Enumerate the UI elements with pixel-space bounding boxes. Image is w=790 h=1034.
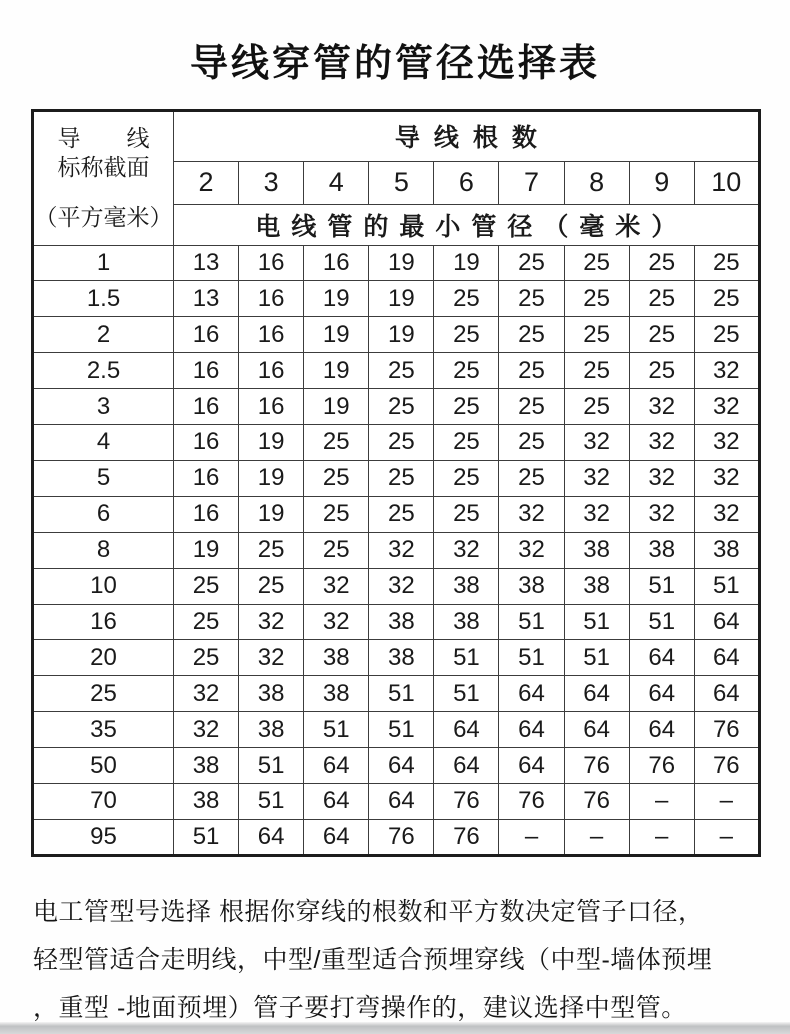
value-cell: 32 [629, 425, 694, 461]
value-cell: 32 [694, 425, 759, 461]
wire-count-header-cell: 5 [369, 161, 434, 204]
section-label-cell: 6 [33, 496, 174, 532]
value-cell: 19 [369, 281, 434, 317]
value-cell: 25 [304, 532, 369, 568]
conduit-diameter-table [31, 109, 761, 857]
value-cell: 51 [369, 712, 434, 748]
value-cell: 25 [434, 496, 499, 532]
section-label-cell: 2.5 [33, 353, 174, 389]
value-cell: 51 [629, 568, 694, 604]
value-cell: 25 [499, 460, 564, 496]
value-cell: 64 [564, 676, 629, 712]
value-cell: 76 [564, 783, 629, 819]
value-cell: 19 [174, 532, 239, 568]
wire-count-header-cell: 4 [304, 161, 369, 204]
section-label-cell: 95 [33, 819, 174, 855]
value-cell: 64 [369, 783, 434, 819]
value-cell: 76 [694, 748, 759, 784]
value-cell: 25 [369, 353, 434, 389]
value-cell: 51 [564, 604, 629, 640]
table-row [33, 460, 760, 496]
value-cell: 16 [174, 425, 239, 461]
value-cell: 64 [304, 748, 369, 784]
value-cell: 32 [174, 712, 239, 748]
value-cell: 64 [499, 676, 564, 712]
value-cell: 32 [629, 496, 694, 532]
value-cell: 25 [174, 640, 239, 676]
wire-count-header-cell: 6 [434, 161, 499, 204]
value-cell: 64 [239, 819, 304, 855]
value-cell: 16 [174, 496, 239, 532]
value-cell: 32 [564, 460, 629, 496]
value-cell: 38 [694, 532, 759, 568]
value-cell: 32 [694, 460, 759, 496]
value-cell: 19 [304, 389, 369, 425]
value-cell: 38 [174, 783, 239, 819]
table-row [33, 819, 760, 855]
value-cell: 16 [239, 353, 304, 389]
value-cell: 38 [304, 640, 369, 676]
value-cell: 38 [174, 748, 239, 784]
footer-note-line2: 轻型管适合走明线，中型/重型适合预埋穿线（中型-墙体预埋 [33, 945, 713, 974]
value-cell: 25 [694, 245, 759, 281]
corner-header-line1: 导 线 [57, 124, 150, 151]
value-cell: 64 [434, 748, 499, 784]
value-cell: 38 [499, 568, 564, 604]
value-cell: 32 [304, 604, 369, 640]
value-cell: 51 [239, 748, 304, 784]
table-row [33, 496, 760, 532]
corner-header-line3: （平方毫米） [34, 204, 173, 231]
value-cell: 51 [174, 819, 239, 855]
value-cell: 76 [629, 748, 694, 784]
value-cell: 25 [434, 460, 499, 496]
value-cell: 51 [499, 604, 564, 640]
value-cell: 16 [239, 245, 304, 281]
value-cell: 25 [369, 425, 434, 461]
value-cell: – [694, 819, 759, 855]
value-cell: 32 [694, 496, 759, 532]
value-cell: 51 [434, 676, 499, 712]
value-cell: 32 [434, 532, 499, 568]
value-cell: 25 [369, 389, 434, 425]
value-cell: 64 [499, 712, 564, 748]
corner-header-line2: 标称截面 [57, 153, 150, 180]
value-cell: 51 [239, 783, 304, 819]
wire-count-header-cell: 2 [174, 161, 239, 204]
value-cell: 64 [564, 712, 629, 748]
value-cell: 25 [629, 281, 694, 317]
value-cell: 32 [564, 425, 629, 461]
wire-count-header-cell: 9 [629, 161, 694, 204]
value-cell: 32 [694, 389, 759, 425]
value-cell: 38 [304, 676, 369, 712]
value-cell: – [629, 783, 694, 819]
value-cell: 13 [174, 245, 239, 281]
section-label-cell: 50 [33, 748, 174, 784]
value-cell: 32 [239, 604, 304, 640]
page-title: 导线穿管的管径选择表 [189, 43, 600, 85]
value-cell: 25 [564, 281, 629, 317]
value-cell: 19 [369, 317, 434, 353]
value-cell: 76 [694, 712, 759, 748]
value-cell: 51 [434, 640, 499, 676]
section-label-cell: 4 [33, 425, 174, 461]
table-row [33, 783, 760, 819]
value-cell: 25 [239, 532, 304, 568]
value-cell: 25 [564, 245, 629, 281]
value-cell: 16 [174, 353, 239, 389]
table-row [33, 245, 760, 281]
table-body [33, 245, 760, 855]
value-cell: 64 [304, 783, 369, 819]
section-label-cell: 70 [33, 783, 174, 819]
corner-header-cell [33, 110, 174, 245]
footer-note-line3: ，重型 -地面预埋）管子要打弯操作的，建议选择中型管。 [33, 993, 687, 1022]
section-label-cell: 35 [33, 712, 174, 748]
value-cell: 64 [694, 676, 759, 712]
wire-count-header-cell: 3 [239, 161, 304, 204]
value-cell: 64 [629, 712, 694, 748]
value-cell: 16 [174, 389, 239, 425]
value-cell: 38 [434, 568, 499, 604]
table-row [33, 389, 760, 425]
table-row [33, 353, 760, 389]
value-cell: 25 [629, 245, 694, 281]
footer-note-line1: 电工管型号选择 根据你穿线的根数和平方数决定管子口径， [33, 897, 704, 926]
value-cell: 64 [694, 604, 759, 640]
value-cell: 25 [499, 425, 564, 461]
footer-note [33, 888, 762, 1032]
value-cell: 25 [434, 281, 499, 317]
value-cell: 38 [369, 640, 434, 676]
section-label-cell: 16 [33, 604, 174, 640]
table-row [33, 676, 760, 712]
value-cell: 25 [369, 460, 434, 496]
value-cell: 25 [174, 604, 239, 640]
wire-count-header-cell: 8 [564, 161, 629, 204]
value-cell: – [564, 819, 629, 855]
min-diameter-header: 电线管的最小管径（毫米） [174, 204, 760, 245]
value-cell: 25 [369, 496, 434, 532]
value-cell: 76 [499, 783, 564, 819]
value-cell: 25 [239, 568, 304, 604]
value-cell: 16 [174, 460, 239, 496]
value-cell: 25 [629, 353, 694, 389]
value-cell: 25 [434, 425, 499, 461]
value-cell: 51 [304, 712, 369, 748]
table-row [33, 317, 760, 353]
value-cell: 19 [304, 353, 369, 389]
section-label-cell: 1.5 [33, 281, 174, 317]
value-cell: 32 [564, 496, 629, 532]
value-cell: 32 [694, 353, 759, 389]
section-label-cell: 2 [33, 317, 174, 353]
table-row [33, 568, 760, 604]
value-cell: 25 [499, 281, 564, 317]
value-cell: 19 [369, 245, 434, 281]
value-cell: 25 [304, 496, 369, 532]
value-cell: 76 [564, 748, 629, 784]
value-cell: 25 [434, 389, 499, 425]
value-cell: 25 [304, 425, 369, 461]
value-cell: – [499, 819, 564, 855]
wire-count-header-cell: 10 [694, 161, 759, 204]
table-row [33, 532, 760, 568]
value-cell: 25 [434, 317, 499, 353]
value-cell: 38 [369, 604, 434, 640]
value-cell: 32 [304, 568, 369, 604]
value-cell: 25 [499, 389, 564, 425]
value-cell: 38 [564, 568, 629, 604]
table-row [33, 281, 760, 317]
value-cell: – [629, 819, 694, 855]
value-cell: 16 [174, 317, 239, 353]
section-label-cell: 8 [33, 532, 174, 568]
value-cell: 51 [499, 640, 564, 676]
value-cell: 51 [369, 676, 434, 712]
value-cell: 32 [499, 532, 564, 568]
section-label-cell: 25 [33, 676, 174, 712]
value-cell: 19 [239, 460, 304, 496]
value-cell: 16 [304, 245, 369, 281]
table-row [33, 748, 760, 784]
section-label-cell: 3 [33, 389, 174, 425]
section-label-cell: 20 [33, 640, 174, 676]
value-cell: 51 [629, 604, 694, 640]
value-cell: 32 [239, 640, 304, 676]
value-cell: 25 [564, 353, 629, 389]
top-header-row [33, 110, 760, 161]
value-cell: 76 [434, 819, 499, 855]
value-cell: 25 [499, 317, 564, 353]
value-cell: 64 [694, 640, 759, 676]
value-cell: 25 [694, 281, 759, 317]
value-cell: 25 [499, 353, 564, 389]
section-label-cell: 1 [33, 245, 174, 281]
table-row [33, 604, 760, 640]
value-cell: 19 [434, 245, 499, 281]
value-cell: 16 [239, 317, 304, 353]
value-cell: 38 [434, 604, 499, 640]
value-cell: 19 [304, 317, 369, 353]
wire-count-header-cell: 7 [499, 161, 564, 204]
wire-count-group-header: 导线根数 [174, 110, 760, 161]
value-cell: 64 [629, 676, 694, 712]
bottom-gray-strip [0, 1022, 790, 1034]
value-cell: 76 [369, 819, 434, 855]
value-cell: 38 [239, 712, 304, 748]
value-cell: 32 [369, 568, 434, 604]
value-cell: 38 [564, 532, 629, 568]
value-cell: 64 [434, 712, 499, 748]
value-cell: 64 [499, 748, 564, 784]
value-cell: 25 [174, 568, 239, 604]
section-label-cell: 10 [33, 568, 174, 604]
value-cell: 38 [239, 676, 304, 712]
value-cell: 51 [694, 568, 759, 604]
value-cell: 13 [174, 281, 239, 317]
value-cell: 32 [499, 496, 564, 532]
value-cell: 19 [304, 281, 369, 317]
value-cell: 16 [239, 281, 304, 317]
value-cell: 25 [304, 460, 369, 496]
value-cell: 76 [434, 783, 499, 819]
value-cell: 25 [564, 317, 629, 353]
value-cell: – [694, 783, 759, 819]
value-cell: 64 [629, 640, 694, 676]
value-cell: 32 [369, 532, 434, 568]
value-cell: 32 [629, 460, 694, 496]
table-row [33, 425, 760, 461]
value-cell: 38 [629, 532, 694, 568]
value-cell: 25 [629, 317, 694, 353]
value-cell: 16 [239, 389, 304, 425]
value-cell: 32 [629, 389, 694, 425]
value-cell: 64 [304, 819, 369, 855]
value-cell: 19 [239, 496, 304, 532]
value-cell: 25 [499, 245, 564, 281]
value-cell: 25 [564, 389, 629, 425]
value-cell: 25 [434, 353, 499, 389]
value-cell: 19 [239, 425, 304, 461]
table-row [33, 640, 760, 676]
value-cell: 51 [564, 640, 629, 676]
table-row [33, 712, 760, 748]
value-cell: 64 [369, 748, 434, 784]
value-cell: 25 [694, 317, 759, 353]
section-label-cell: 5 [33, 460, 174, 496]
value-cell: 32 [174, 676, 239, 712]
